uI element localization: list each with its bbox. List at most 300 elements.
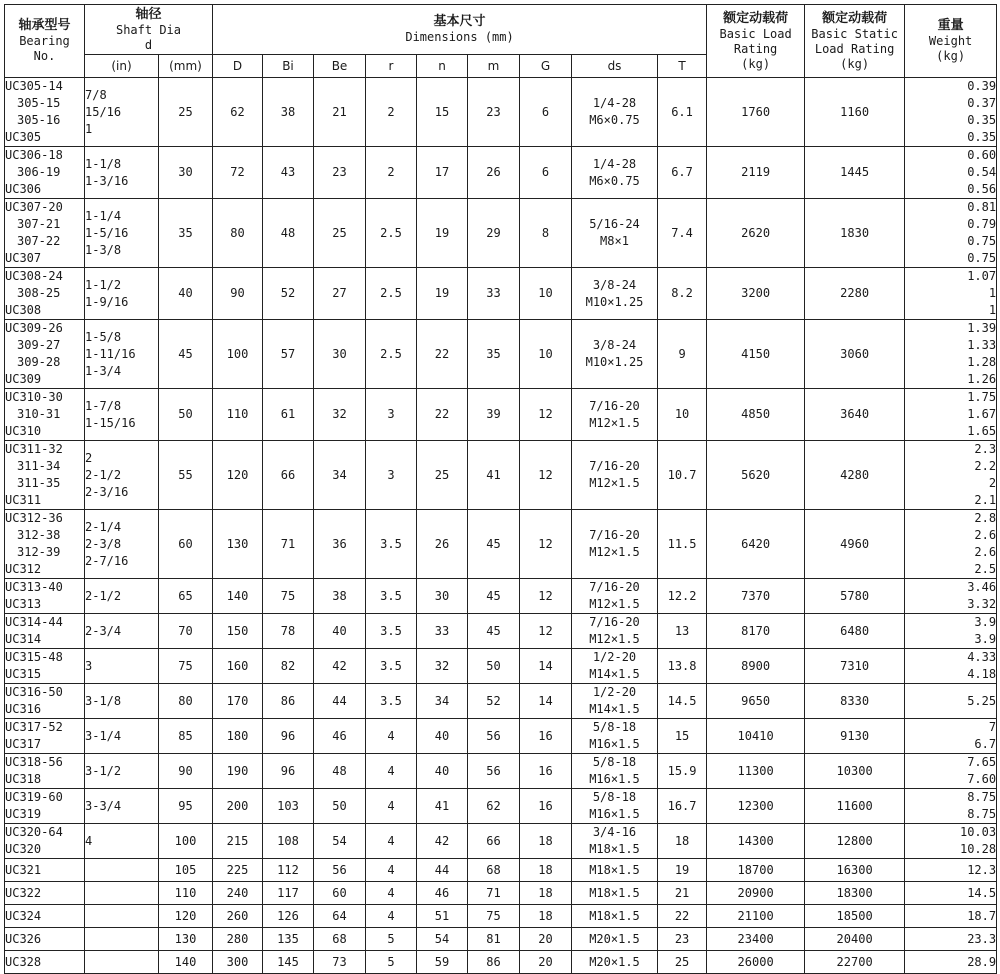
dim-D-cell: 240 bbox=[213, 882, 263, 905]
shaft-inch-cell bbox=[85, 882, 159, 905]
dim-n-cell: 40 bbox=[417, 719, 468, 754]
static-load-cell: 22700 bbox=[805, 951, 905, 974]
dim-ds-line: 5/16-24 bbox=[589, 217, 640, 231]
dim-n-cell: 44 bbox=[417, 859, 468, 882]
dim-Be-cell: 42 bbox=[314, 649, 366, 684]
shaft-inch-cell bbox=[85, 824, 159, 859]
dim-Be-cell: 73 bbox=[314, 951, 366, 974]
dim-T-cell: 23 bbox=[658, 928, 707, 951]
dim-Be-cell: 36 bbox=[314, 510, 366, 579]
dim-Be-cell: 56 bbox=[314, 859, 366, 882]
weight-line: 14.5 bbox=[967, 885, 997, 900]
shaft-mm-cell: 110 bbox=[159, 882, 213, 905]
dim-ds-cell bbox=[572, 199, 658, 268]
dim-ds-cell bbox=[572, 614, 658, 649]
shaft-inch-cell bbox=[85, 719, 159, 754]
shaft-inch-line: 1-5/8 bbox=[85, 329, 122, 344]
bearing-no-line: 305-16 bbox=[17, 113, 61, 127]
weight-line: 0.75 bbox=[967, 251, 997, 265]
dim-T-cell: 19 bbox=[658, 859, 707, 882]
dim-ds-line: M12×1.5 bbox=[589, 632, 640, 646]
dynamic-load-cell: 23400 bbox=[707, 928, 805, 951]
bearing-no-cell bbox=[5, 268, 85, 320]
dim-ds-line: M18×1.5 bbox=[589, 842, 640, 856]
dim-Bi-cell: 108 bbox=[263, 824, 314, 859]
shaft-mm-cell: 70 bbox=[159, 614, 213, 649]
dim-ds-cell bbox=[572, 268, 658, 320]
bearing-no-line: UC326 bbox=[5, 931, 42, 946]
dim-ds-line: M16×1.5 bbox=[589, 737, 640, 751]
dim-G-cell: 16 bbox=[520, 754, 572, 789]
dim-n-cell: 54 bbox=[417, 928, 468, 951]
bearing-no-line: UC321 bbox=[5, 862, 42, 877]
dim-Bi-cell: 71 bbox=[263, 510, 314, 579]
static-load-header-en2: Load Rating bbox=[814, 41, 895, 56]
shaft-inch-cell bbox=[85, 78, 159, 147]
dim-G-cell: 12 bbox=[520, 579, 572, 614]
dim-m-cell: 52 bbox=[468, 684, 520, 719]
dim-Bi-cell: 126 bbox=[263, 905, 314, 928]
shaft-dia-header-cn: 轴径 bbox=[135, 6, 162, 22]
weight-line: 7 bbox=[988, 720, 997, 734]
dim-G-cell: 16 bbox=[520, 719, 572, 754]
dim-D-cell: 180 bbox=[213, 719, 263, 754]
table-row bbox=[5, 320, 997, 389]
shaft-inch-line: 1-3/8 bbox=[85, 242, 122, 257]
weight-cell bbox=[905, 268, 997, 320]
weight-cell bbox=[905, 754, 997, 789]
table-row bbox=[5, 147, 997, 199]
dim-r-cell: 2.5 bbox=[366, 199, 417, 268]
static-load-cell: 3060 bbox=[805, 320, 905, 389]
dim-Be-cell: 50 bbox=[314, 789, 366, 824]
dim-G-cell: 12 bbox=[520, 510, 572, 579]
static-load-cell: 3640 bbox=[805, 389, 905, 441]
weight-line: 0.75 bbox=[967, 234, 997, 248]
dim-r-cell: 3.5 bbox=[366, 510, 417, 579]
dim-ds-cell bbox=[572, 859, 658, 882]
shaft-inch-cell bbox=[85, 614, 159, 649]
weight-cell bbox=[905, 789, 997, 824]
static-load-cell: 7310 bbox=[805, 649, 905, 684]
dim-ds-line: 3/8-24 bbox=[592, 338, 637, 352]
dim-ds-line: M10×1.25 bbox=[585, 294, 644, 309]
shaft-inch-line: 3-1/2 bbox=[85, 763, 122, 778]
dim-ds-line: 1/2-20 bbox=[592, 685, 637, 699]
dim-G-cell: 12 bbox=[520, 441, 572, 510]
weight-line: 7.60 bbox=[967, 772, 997, 786]
bearing-no-line: 307-22 bbox=[17, 234, 61, 248]
bearing-no-line: UC319 bbox=[5, 807, 42, 821]
bearing-no-line: UC322 bbox=[5, 885, 42, 900]
bearing-no-line: UC306 bbox=[5, 182, 42, 196]
static-load-cell: 18500 bbox=[805, 905, 905, 928]
shaft-inch-line: 1-3/16 bbox=[85, 173, 129, 188]
weight-line: 23.3 bbox=[967, 931, 997, 946]
dim-ds-line: M6×0.75 bbox=[589, 113, 640, 127]
shaft-inch-line: 3-1/4 bbox=[85, 728, 122, 743]
dim-ds-line: M6×0.75 bbox=[589, 173, 640, 188]
dim-T-cell: 13.8 bbox=[658, 649, 707, 684]
table-row bbox=[5, 882, 997, 905]
dim-G-cell: 20 bbox=[520, 951, 572, 974]
dynamic-load-header-en2: Rating bbox=[733, 41, 778, 56]
mm-subheader: (mm) bbox=[159, 55, 213, 78]
dim-G-cell: 8 bbox=[520, 199, 572, 268]
shaft-inch-cell bbox=[85, 510, 159, 579]
shaft-mm-cell: 105 bbox=[159, 859, 213, 882]
dim-m-cell: 35 bbox=[468, 320, 520, 389]
shaft-inch-line: 2-3/4 bbox=[85, 623, 122, 638]
dim-D-cell: 200 bbox=[213, 789, 263, 824]
shaft-mm-cell: 75 bbox=[159, 649, 213, 684]
static-load-header-unit: (kg) bbox=[840, 56, 870, 71]
dim-ds-cell bbox=[572, 510, 658, 579]
dim-T-cell: 21 bbox=[658, 882, 707, 905]
dim-D-cell: 225 bbox=[213, 859, 263, 882]
shaft-mm-cell: 40 bbox=[159, 268, 213, 320]
col-header-n: n bbox=[417, 55, 468, 78]
static-load-cell: 1160 bbox=[805, 78, 905, 147]
bearing-no-cell bbox=[5, 824, 85, 859]
dim-r-cell: 4 bbox=[366, 719, 417, 754]
dim-T-cell: 13 bbox=[658, 614, 707, 649]
bearing-no-cell bbox=[5, 951, 85, 974]
weight-line: 0.79 bbox=[967, 217, 997, 231]
weight-line: 1 bbox=[988, 303, 997, 317]
weight-cell bbox=[905, 579, 997, 614]
shaft-mm-cell: 25 bbox=[159, 78, 213, 147]
col-header-G: G bbox=[520, 55, 572, 78]
dim-ds-cell bbox=[572, 789, 658, 824]
static-load-cell: 9130 bbox=[805, 719, 905, 754]
dim-n-cell: 40 bbox=[417, 754, 468, 789]
dim-Be-cell: 21 bbox=[314, 78, 366, 147]
dim-D-cell: 170 bbox=[213, 684, 263, 719]
dim-n-cell: 33 bbox=[417, 614, 468, 649]
dim-m-cell: 41 bbox=[468, 441, 520, 510]
weight-line: 0.37 bbox=[967, 96, 997, 110]
dynamic-load-cell: 26000 bbox=[707, 951, 805, 974]
dim-m-cell: 39 bbox=[468, 389, 520, 441]
table-row bbox=[5, 789, 997, 824]
table-row bbox=[5, 859, 997, 882]
static-load-cell: 12800 bbox=[805, 824, 905, 859]
shaft-inch-line: 2-1/2 bbox=[85, 467, 122, 482]
dim-m-cell: 56 bbox=[468, 754, 520, 789]
weight-line: 0.81 bbox=[967, 200, 997, 214]
shaft-inch-line: 2-1/4 bbox=[85, 519, 122, 534]
dim-n-cell: 15 bbox=[417, 78, 468, 147]
weight-line: 1.26 bbox=[967, 372, 997, 386]
bearing-no-line: UC311 bbox=[5, 493, 42, 507]
dynamic-load-cell: 8900 bbox=[707, 649, 805, 684]
dim-G-cell: 18 bbox=[520, 824, 572, 859]
dim-ds-cell bbox=[572, 882, 658, 905]
static-load-cell: 18300 bbox=[805, 882, 905, 905]
bearing-no-header bbox=[5, 5, 85, 78]
dim-T-cell: 8.2 bbox=[658, 268, 707, 320]
dim-G-cell: 14 bbox=[520, 684, 572, 719]
weight-cell bbox=[905, 951, 997, 974]
dim-ds-cell bbox=[572, 684, 658, 719]
dim-ds-cell bbox=[572, 147, 658, 199]
dim-r-cell: 2.5 bbox=[366, 268, 417, 320]
dim-D-cell: 62 bbox=[213, 78, 263, 147]
dim-Be-cell: 46 bbox=[314, 719, 366, 754]
dim-m-cell: 33 bbox=[468, 268, 520, 320]
dim-ds-line: 7/16-20 bbox=[589, 528, 640, 542]
table-row bbox=[5, 951, 997, 974]
dim-m-cell: 45 bbox=[468, 614, 520, 649]
dynamic-load-cell: 20900 bbox=[707, 882, 805, 905]
weight-line: 1.75 bbox=[967, 390, 997, 404]
weight-line: 1.07 bbox=[967, 269, 997, 283]
col-header-m: m bbox=[468, 55, 520, 78]
bearing-no-line: UC312 bbox=[5, 562, 42, 576]
bearing-no-line: UC317-52 bbox=[5, 720, 63, 734]
dynamic-load-cell: 18700 bbox=[707, 859, 805, 882]
bearing-no-cell bbox=[5, 719, 85, 754]
dim-T-cell: 16.7 bbox=[658, 789, 707, 824]
weight-header bbox=[905, 5, 997, 78]
dim-ds-line: 7/16-20 bbox=[589, 459, 640, 473]
static-load-cell: 16300 bbox=[805, 859, 905, 882]
col-header-Be: Be bbox=[314, 55, 366, 78]
col-header-r: r bbox=[366, 55, 417, 78]
dimensions-header-en: Dimensions (mm) bbox=[405, 30, 514, 44]
shaft-mm-cell: 35 bbox=[159, 199, 213, 268]
bearing-no-line: UC316 bbox=[5, 702, 42, 716]
bearing-no-line: UC313-40 bbox=[5, 580, 63, 594]
bearing-no-cell bbox=[5, 389, 85, 441]
weight-line: 10.03 bbox=[959, 825, 997, 839]
dim-ds-line: M20×1.5 bbox=[589, 954, 640, 969]
shaft-inch-cell bbox=[85, 389, 159, 441]
dim-G-cell: 18 bbox=[520, 905, 572, 928]
weight-cell bbox=[905, 441, 997, 510]
shaft-dia-header-en2: d bbox=[144, 37, 153, 52]
shaft-mm-cell: 45 bbox=[159, 320, 213, 389]
dim-r-cell: 3.5 bbox=[366, 579, 417, 614]
inch-subheader: (in) bbox=[85, 55, 159, 78]
dim-ds-cell bbox=[572, 579, 658, 614]
dim-ds-cell bbox=[572, 320, 658, 389]
weight-line: 8.75 bbox=[967, 807, 997, 821]
dim-ds-line: M16×1.5 bbox=[589, 772, 640, 786]
dim-ds-cell bbox=[572, 649, 658, 684]
dynamic-load-cell: 5620 bbox=[707, 441, 805, 510]
bearing-no-line: UC307-20 bbox=[5, 200, 63, 214]
weight-line: 10.28 bbox=[959, 842, 997, 856]
dim-D-cell: 100 bbox=[213, 320, 263, 389]
dim-G-cell: 10 bbox=[520, 320, 572, 389]
dim-T-cell: 12.2 bbox=[658, 579, 707, 614]
dim-T-cell: 15.9 bbox=[658, 754, 707, 789]
shaft-mm-cell: 130 bbox=[159, 928, 213, 951]
shaft-inch-line: 2-1/2 bbox=[85, 588, 122, 603]
bearing-no-cell bbox=[5, 859, 85, 882]
shaft-inch-line: 3-3/4 bbox=[85, 798, 122, 813]
bearing-no-line: 306-19 bbox=[17, 165, 61, 179]
static-load-cell: 5780 bbox=[805, 579, 905, 614]
shaft-inch-cell bbox=[85, 754, 159, 789]
dim-ds-line: M12×1.5 bbox=[589, 476, 640, 490]
bearing-no-line: 307-21 bbox=[17, 217, 61, 231]
bearing-no-header-en2: No. bbox=[33, 49, 56, 63]
dim-ds-cell bbox=[572, 951, 658, 974]
bearing-no-cell bbox=[5, 882, 85, 905]
weight-line: 2.2 bbox=[974, 459, 997, 473]
dim-G-cell: 18 bbox=[520, 882, 572, 905]
dim-n-cell: 59 bbox=[417, 951, 468, 974]
shaft-inch-cell bbox=[85, 441, 159, 510]
shaft-inch-line: 1-1/8 bbox=[85, 156, 122, 171]
bearing-no-line: 311-34 bbox=[17, 459, 61, 473]
dim-m-cell: 23 bbox=[468, 78, 520, 147]
bearing-no-line: UC310 bbox=[5, 424, 42, 438]
shaft-inch-line: 1-1/4 bbox=[85, 208, 122, 223]
shaft-inch-cell bbox=[85, 320, 159, 389]
bearing-no-cell bbox=[5, 649, 85, 684]
dynamic-load-cell: 8170 bbox=[707, 614, 805, 649]
dynamic-load-cell: 1760 bbox=[707, 78, 805, 147]
dynamic-load-cell: 2620 bbox=[707, 199, 805, 268]
bearing-no-line: UC328 bbox=[5, 954, 42, 969]
bearing-no-line: UC315 bbox=[5, 667, 42, 681]
shaft-inch-cell bbox=[85, 951, 159, 974]
weight-line: 1.33 bbox=[967, 338, 997, 352]
dim-m-cell: 81 bbox=[468, 928, 520, 951]
weight-cell bbox=[905, 684, 997, 719]
dim-n-cell: 32 bbox=[417, 649, 468, 684]
dim-ds-cell bbox=[572, 441, 658, 510]
dim-n-cell: 26 bbox=[417, 510, 468, 579]
dynamic-load-cell: 7370 bbox=[707, 579, 805, 614]
dim-Bi-cell: 103 bbox=[263, 789, 314, 824]
table-row bbox=[5, 928, 997, 951]
dim-ds-line: 7/16-20 bbox=[589, 398, 640, 413]
weight-line: 1.65 bbox=[967, 424, 997, 438]
dynamic-load-header bbox=[707, 5, 805, 78]
shaft-mm-cell: 100 bbox=[159, 824, 213, 859]
shaft-mm-cell: 50 bbox=[159, 389, 213, 441]
bearing-no-line: UC308-24 bbox=[5, 269, 63, 283]
dim-ds-line: M12×1.5 bbox=[589, 545, 640, 559]
dim-T-cell: 14.5 bbox=[658, 684, 707, 719]
dim-T-cell: 11.5 bbox=[658, 510, 707, 579]
dim-G-cell: 6 bbox=[520, 147, 572, 199]
shaft-inch-line: 1-15/16 bbox=[85, 415, 136, 430]
static-load-cell: 1830 bbox=[805, 199, 905, 268]
dim-Bi-cell: 61 bbox=[263, 389, 314, 441]
dim-G-cell: 20 bbox=[520, 928, 572, 951]
dim-m-cell: 66 bbox=[468, 824, 520, 859]
dim-ds-line: M12×1.5 bbox=[589, 415, 640, 430]
table-row bbox=[5, 905, 997, 928]
bearing-no-line: UC309 bbox=[5, 372, 42, 386]
dim-r-cell: 2 bbox=[366, 78, 417, 147]
shaft-mm-cell: 65 bbox=[159, 579, 213, 614]
dim-r-cell: 3 bbox=[366, 441, 417, 510]
dim-n-cell: 46 bbox=[417, 882, 468, 905]
bearing-no-line: UC318 bbox=[5, 772, 42, 786]
dim-m-cell: 26 bbox=[468, 147, 520, 199]
shaft-inch-cell bbox=[85, 789, 159, 824]
dim-Be-cell: 60 bbox=[314, 882, 366, 905]
shaft-mm-cell: 80 bbox=[159, 684, 213, 719]
bearing-no-line: 310-31 bbox=[17, 407, 61, 421]
weight-line: 12.3 bbox=[967, 862, 997, 877]
weight-header-cn: 重量 bbox=[937, 18, 964, 33]
weight-line: 0.60 bbox=[967, 148, 997, 162]
table-row bbox=[5, 78, 997, 147]
weight-header-unit: (kg) bbox=[936, 49, 966, 63]
dim-ds-line: 1/2-20 bbox=[592, 650, 637, 664]
dim-Bi-cell: 117 bbox=[263, 882, 314, 905]
dim-m-cell: 62 bbox=[468, 789, 520, 824]
dim-Be-cell: 68 bbox=[314, 928, 366, 951]
dim-r-cell: 3.5 bbox=[366, 649, 417, 684]
bearing-no-line: UC306-18 bbox=[5, 148, 63, 162]
dim-ds-cell bbox=[572, 719, 658, 754]
dim-r-cell: 4 bbox=[366, 789, 417, 824]
dim-G-cell: 16 bbox=[520, 789, 572, 824]
dim-T-cell: 18 bbox=[658, 824, 707, 859]
dim-D-cell: 190 bbox=[213, 754, 263, 789]
dim-D-cell: 80 bbox=[213, 199, 263, 268]
shaft-inch-cell bbox=[85, 147, 159, 199]
dim-T-cell: 6.7 bbox=[658, 147, 707, 199]
dim-r-cell: 4 bbox=[366, 824, 417, 859]
dim-Be-cell: 54 bbox=[314, 824, 366, 859]
dim-T-cell: 6.1 bbox=[658, 78, 707, 147]
dim-r-cell: 3 bbox=[366, 389, 417, 441]
weight-line: 3.9 bbox=[974, 615, 997, 629]
bearing-no-cell bbox=[5, 199, 85, 268]
dim-n-cell: 25 bbox=[417, 441, 468, 510]
table-row bbox=[5, 754, 997, 789]
static-load-cell: 4960 bbox=[805, 510, 905, 579]
dim-T-cell: 22 bbox=[658, 905, 707, 928]
dim-ds-cell bbox=[572, 754, 658, 789]
shaft-inch-cell bbox=[85, 579, 159, 614]
dim-Be-cell: 40 bbox=[314, 614, 366, 649]
bearing-no-line: 308-25 bbox=[17, 286, 61, 300]
shaft-dia-header-en: Shaft Dia bbox=[115, 22, 182, 37]
table-row bbox=[5, 719, 997, 754]
shaft-inch-line: 1-1/2 bbox=[85, 277, 122, 292]
dim-D-cell: 215 bbox=[213, 824, 263, 859]
bearing-no-cell bbox=[5, 510, 85, 579]
dim-D-cell: 260 bbox=[213, 905, 263, 928]
col-header-D: D bbox=[213, 55, 263, 78]
dim-Bi-cell: 96 bbox=[263, 754, 314, 789]
bearing-no-line: UC318-56 bbox=[5, 755, 63, 769]
dynamic-load-cell: 9650 bbox=[707, 684, 805, 719]
bearing-no-line: UC314 bbox=[5, 632, 42, 646]
dim-D-cell: 110 bbox=[213, 389, 263, 441]
dim-ds-cell bbox=[572, 824, 658, 859]
shaft-inch-line: 1 bbox=[85, 121, 93, 136]
dim-r-cell: 2 bbox=[366, 147, 417, 199]
bearing-no-line: UC310-30 bbox=[5, 390, 63, 404]
dim-T-cell: 7.4 bbox=[658, 199, 707, 268]
bearing-no-header-cn: 轴承型号 bbox=[18, 18, 71, 33]
dim-Be-cell: 44 bbox=[314, 684, 366, 719]
dim-r-cell: 5 bbox=[366, 951, 417, 974]
bearing-no-line: UC319-60 bbox=[5, 790, 63, 804]
